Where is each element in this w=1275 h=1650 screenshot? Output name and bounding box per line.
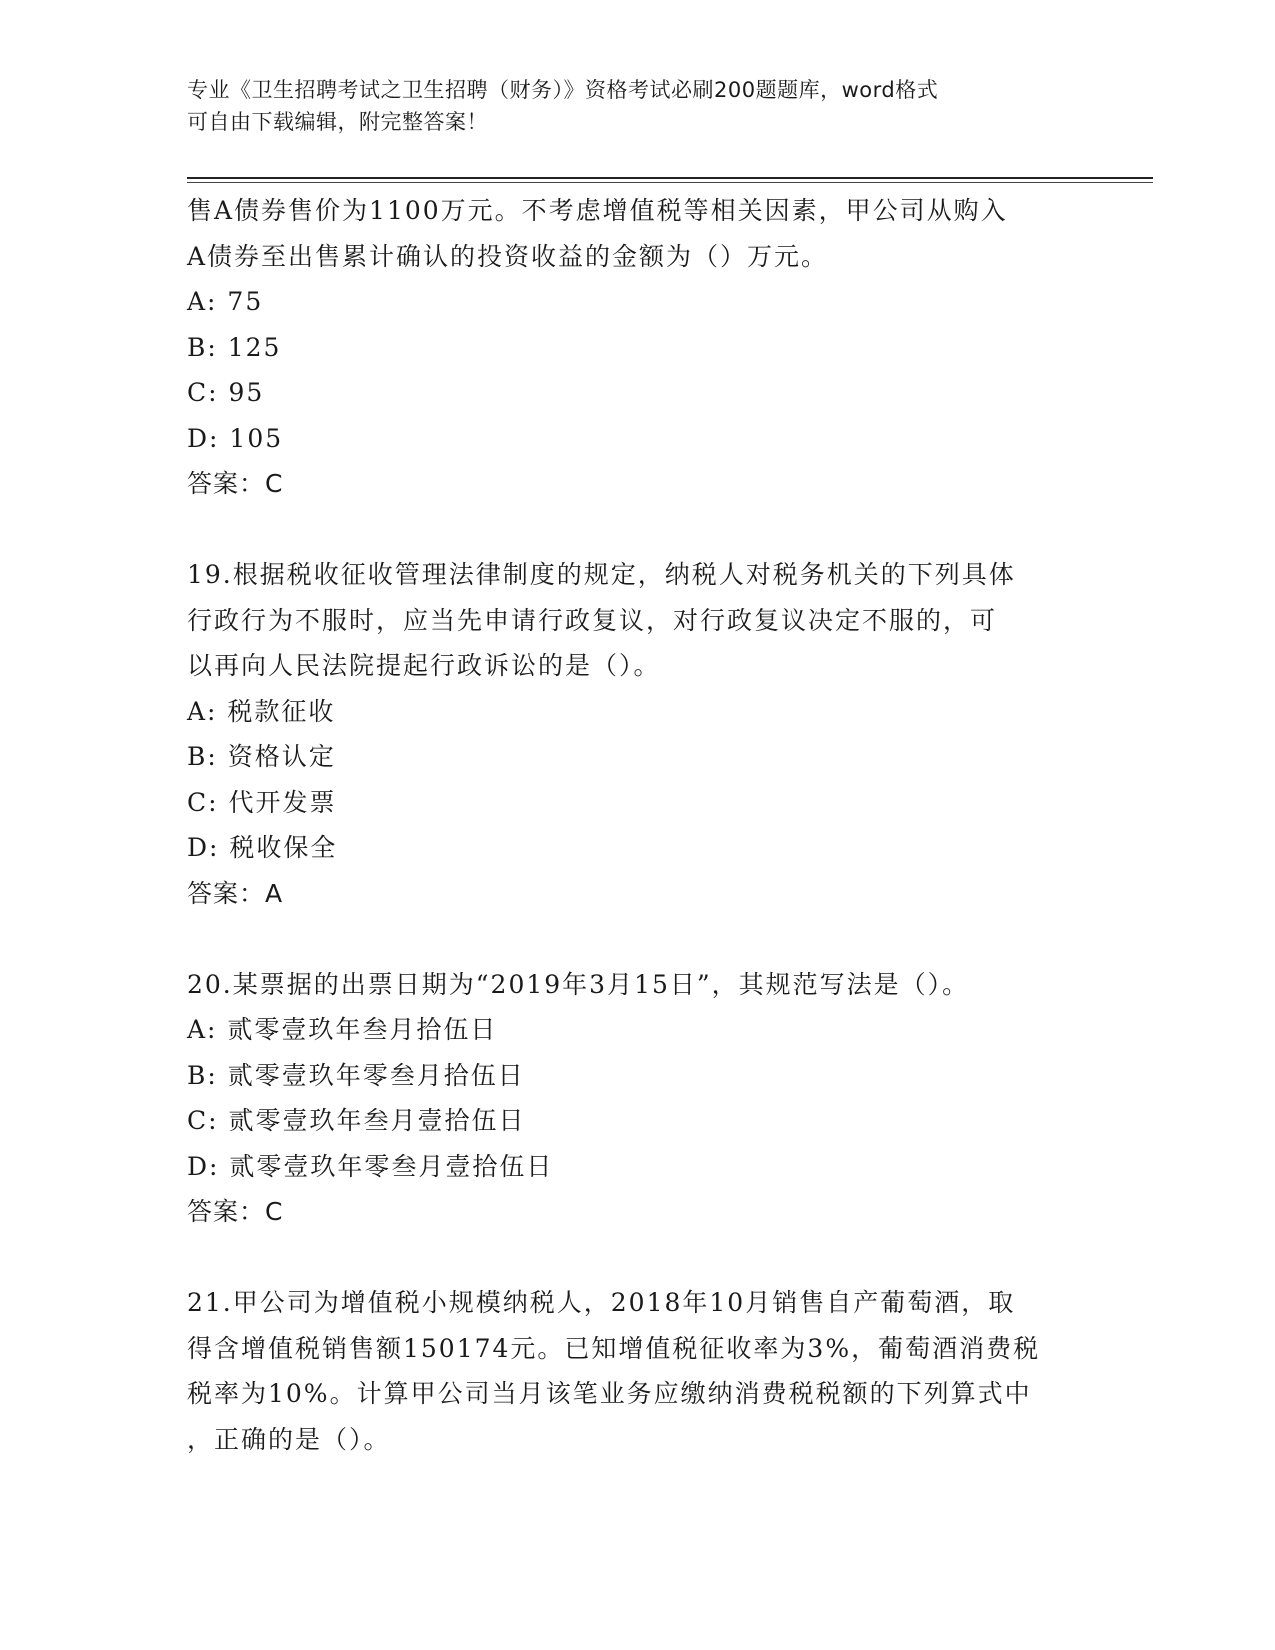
- question-spacer: [187, 1235, 1087, 1281]
- option-a: A: 税款征收: [187, 696, 336, 726]
- option-c: C: 代开发票: [187, 787, 337, 817]
- option-a: A: 贰零壹玖年叁月拾伍日: [187, 1015, 498, 1044]
- question-stem-line: 行政行为不服时，应当先申请行政复议，对行政复议决定不服的，可: [187, 605, 998, 635]
- option-d: D: 贰零壹玖年零叁月壹拾伍日: [187, 1151, 554, 1181]
- question-19: [187, 552, 1087, 916]
- question-21: [187, 1280, 1087, 1462]
- option-d: D: 105: [187, 423, 284, 453]
- question-stem-line: 20.某票据的出票日期为“2019年3月15日”，其规范写法是（）。: [187, 969, 970, 999]
- question-stem-line: ，正确的是（）。: [187, 1424, 391, 1454]
- question-20: [187, 962, 1087, 1235]
- question-content: [187, 188, 1087, 1462]
- question-stem-line: A债券至出售累计确认的投资收益的金额为（）万元。: [187, 241, 829, 271]
- header-divider-thick: [187, 177, 1153, 179]
- document-header: [187, 74, 1087, 138]
- answer-line: 答案：C: [187, 1197, 284, 1226]
- question-spacer: [187, 916, 1087, 962]
- answer-line: 答案：C: [187, 469, 284, 498]
- header-divider-thin: [187, 182, 1153, 183]
- answer-line: 答案：A: [187, 878, 284, 908]
- option-c: C: 贰零壹玖年叁月壹拾伍日: [187, 1106, 526, 1135]
- option-b: B: 125: [187, 332, 282, 362]
- header-title-line-2: 可自由下载编辑，附完整答案！: [187, 110, 488, 134]
- question-stem-line: 19.根据税收征收管理法律制度的规定，纳税人对税务机关的下列具体: [187, 560, 1016, 589]
- question-stem-line: 售A债券售价为1100万元。不考虑增值税等相关因素，甲公司从购入: [187, 196, 1008, 225]
- option-b: B: 贰零壹玖年零叁月拾伍日: [187, 1060, 525, 1090]
- option-d: D: 税收保全: [187, 833, 338, 862]
- question-stem-line: 税率为10%。计算甲公司当月该笔业务应缴纳消费税税额的下列算式中: [187, 1379, 1032, 1408]
- header-title-line-1: 专业《卫生招聘考试之卫生招聘（财务）》资格考试必刷200题题库，word格式: [187, 78, 939, 102]
- option-b: B: 资格认定: [187, 742, 336, 771]
- option-c: C: 95: [187, 378, 265, 407]
- question-stem-line: 21.甲公司为增值税小规模纳税人，2018年10月销售自产葡萄酒，取: [187, 1288, 1016, 1317]
- question-stem-line: 以再向人民法院提起行政诉讼的是（）。: [187, 651, 661, 680]
- question-18: [187, 188, 1087, 507]
- question-stem-line: 得含增值税销售额150174元。已知增值税征收率为3%，葡萄酒消费税: [187, 1333, 1041, 1363]
- question-spacer: [187, 507, 1087, 553]
- option-a: A: 75: [187, 287, 264, 316]
